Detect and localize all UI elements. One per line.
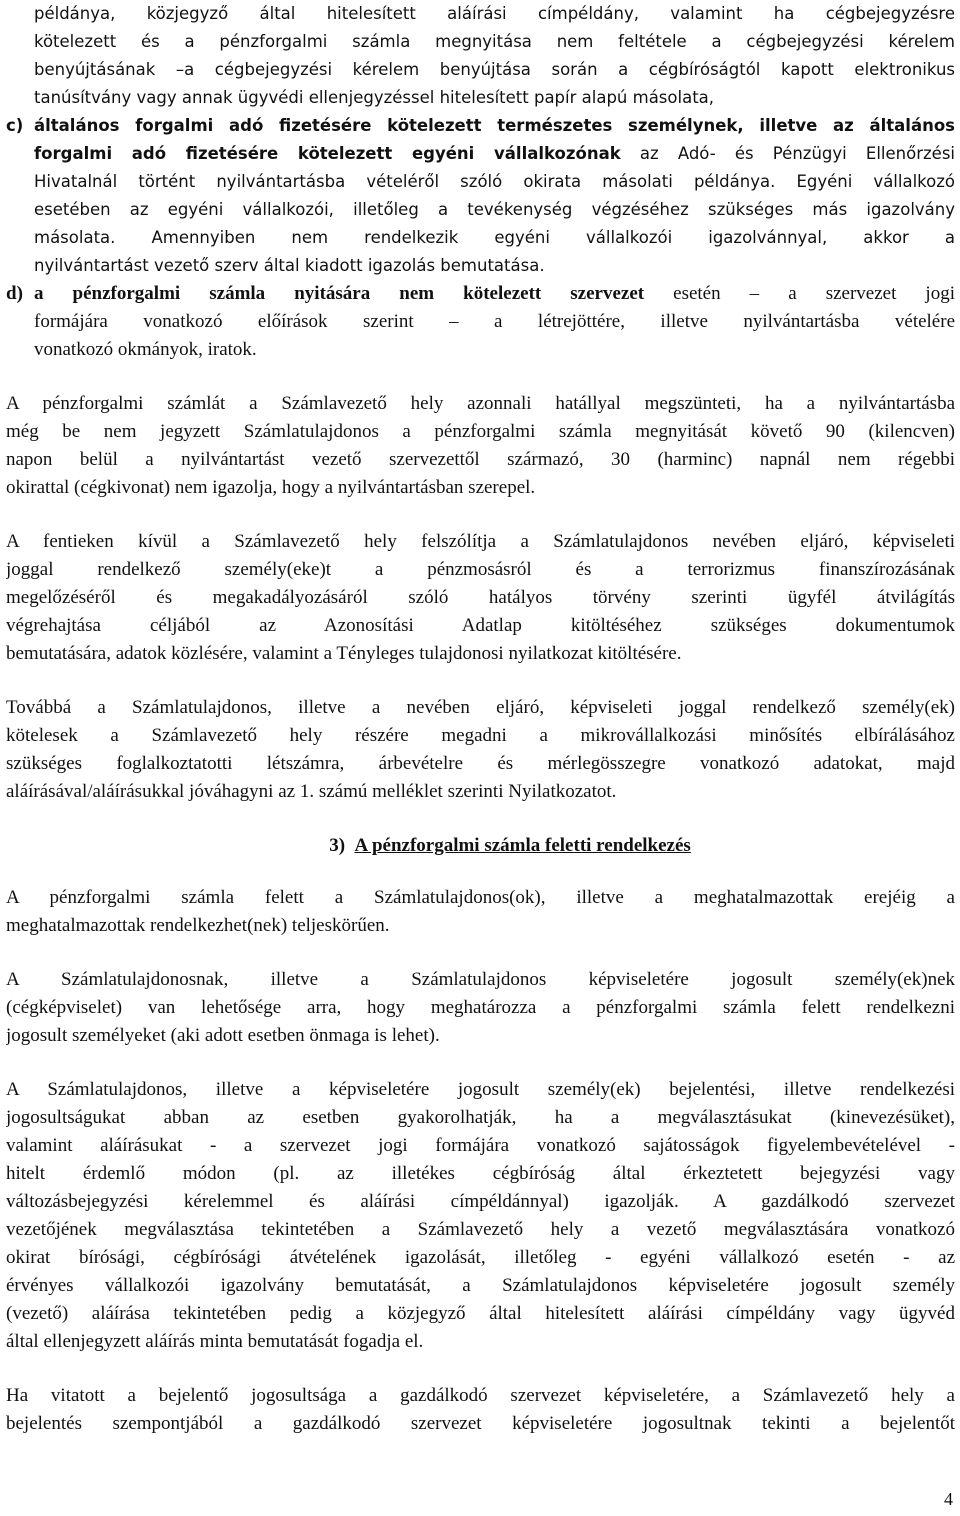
paragraph-line: jogosult személyeket (aki adott esetben önmaga is lehet). (6, 1025, 440, 1046)
item-d-line: formájára vonatkozó előírások szerint – a létrejöttére, illetve nyilvántartásba vételére (34, 311, 955, 332)
paragraph-line: napon belül a nyilvántartást vezető szervezettől származó, 30 (harminc) napnál nem régebbi (6, 449, 955, 470)
paragraph-line: valamint aláírásukat - a szervezet jogi formájára vonatkozó sajátosságok figyelembevételével - (6, 1135, 955, 1156)
item-c-line: másolata. Amennyiben nem rendelkezik egyéni vállalkozói igazolvánnyal, akkor a (34, 228, 955, 247)
paragraph-line: A Számlatulajdonos, illetve a képviseletére jogosult személy(ek) bejelentési, illetve rendelkezési (6, 1079, 955, 1100)
item-c-bold: forgalmi adó fizetésére kötelezett egyéni vállalkozónak (34, 144, 621, 163)
paragraph-line: megelőzéséről és megakadályozásáról szóló hatályos törvény szerinti ügyfél átvilágítás (6, 587, 955, 608)
paragraph-line: okirattal (cégkivonat) nem igazolja, hogy a nyilvántartásban szerepel. (6, 477, 536, 498)
paragraph-line: meghatalmazottak rendelkezhet(nek) teljeskörűen. (6, 915, 390, 936)
paragraph-line: A pénzforgalmi számla felett a Számlatulajdonos(ok), illetve a meghatalmazottak erejéig a (6, 887, 955, 908)
item-b-line: tanúsítvány vagy annak ügyvédi ellenjegyzéssel hitelesített papír alapú másolata, (34, 88, 715, 107)
paragraph-line: bejelentés szempontjából a gazdálkodó szervezet képviseletére jogosultnak tekinti a bejelentőt (6, 1413, 955, 1434)
item-c-rest: az Adó- és Pénzügyi Ellenőrzési (620, 144, 955, 163)
section-heading (250, 832, 770, 860)
paragraph-line: szükséges foglalkoztatotti létszámra, árbevételre és mérlegösszegre vonatkozó adatokat, majd (6, 753, 955, 774)
paragraph-line: (cégképviselet) van lehetősége arra, hogy meghatározza a pénzforgalmi számla felett rendelkezni (6, 997, 955, 1018)
paragraph-line: Továbbá a Számlatulajdonos, illetve a nevében eljáró, képviseleti joggal rendelkező személy(ek) (6, 697, 955, 718)
paragraph-line: okirat bírósági, cégbírósági átvételének igazolását, illetőleg - egyéni vállalkozó esetén - az (6, 1247, 955, 1268)
paragraph-line: vezetőjének megválasztása tekintetében a Számlavezető hely a vezető megválasztására vonatkozó (6, 1219, 955, 1240)
item-c-line: nyilvántartást vezető szerv által kiadott igazolás bemutatása. (34, 256, 545, 275)
item-c-heading: általános forgalmi adó fizetésére kötelezett természetes személynek, illetve az általános (34, 116, 955, 135)
paragraph-line: Ha vitatott a bejelentő jogosultsága a gazdálkodó szervezet képviseletére, a Számlavezető hely a (6, 1385, 955, 1406)
page-number: 4 (944, 1489, 953, 1509)
item-d-line: vonatkozó okmányok, iratok. (34, 339, 257, 360)
paragraph-line: jogosultságukat abban az esetben gyakorolhatják, ha a megválasztásukat (kinevezésüket), (6, 1107, 955, 1128)
paragraph-line: által ellenjegyzett aláírás minta bemutatását fogadja el. (6, 1331, 424, 1352)
paragraph-line: kötelesek a Számlavezető hely részére megadni a mikrovállalkozási minősítés elbírálásához (6, 725, 955, 746)
paragraph-line: még be nem jegyzett Számlatulajdonos a pénzforgalmi számla megnyitását követő 90 (kilencven) (6, 421, 955, 442)
paragraph-line: érvényes vállalkozói igazolvány bemutatását, a Számlatulajdonos képviseletére jogosult személy (6, 1275, 955, 1296)
paragraph-line: végrehajtása céljából az Azonosítási Adatlap kitöltéséhez szükséges dokumentumok (6, 615, 955, 636)
item-c-marker: c) (6, 116, 24, 135)
item-b-line: kötelezett és a pénzforgalmi számla megnyitása nem feltétele a cégbejegyzési kérelem (34, 32, 955, 51)
section-number: 3) (329, 835, 346, 856)
paragraph-line: hitelt érdemlő módon (pl. az illetékes cégbíróság által érkeztetett bejegyzési vagy (6, 1163, 955, 1184)
item-c-line: esetében az egyéni vállalkozói, illetőleg a tevékenység végzéséhez szükséges más igazolvány (34, 200, 955, 219)
item-d-rest: esetén – a szervezet jogi (644, 283, 955, 304)
item-d-bold: a pénzforgalmi számla nyitására nem kötelezett szervezet (34, 283, 645, 304)
paragraph-line: A pénzforgalmi számlát a Számlavezető hely azonnali hatállyal megszünteti, ha a nyilvántartásba (6, 393, 955, 414)
paragraph-line: változásbejegyzési kérelemmel és aláírási címpéldánnyal) igazolják. A gazdálkodó szervezet (6, 1191, 955, 1212)
item-c-line (34, 140, 955, 168)
paragraph-line: bemutatására, adatok közlésére, valamint a Tényleges tulajdonosi nyilatkozat kitöltésére. (6, 643, 682, 664)
item-b-line: példánya, közjegyző által hitelesített aláírási címpéldány, valamint ha cégbejegyzésre (34, 4, 955, 23)
paragraph-line: A fentieken kívül a Számlavezető hely felszólítja a Számlatulajdonos nevében eljáró, képviseleti (6, 531, 955, 552)
paragraph-line: aláírásával/aláírásukkal jóváhagyni az 1. számú melléklet szerinti Nyilatkozatot. (6, 781, 617, 802)
section-title: A pénzforgalmi számla feletti rendelkezés (354, 835, 691, 856)
paragraph-line: joggal rendelkező személy(eke)t a pénzmosásról és a terrorizmus finanszírozásának (6, 559, 955, 580)
item-b-line: benyújtásának –a cégbejegyzési kérelem benyújtása során a cégbíróságtól kapott elektronikus (34, 60, 955, 79)
item-d-line (34, 280, 955, 308)
item-d-marker: d) (6, 283, 23, 304)
paragraph-line: (vezető) aláírása tekintetében pedig a közjegyző által hitelesített aláírási címpéldány vagy ügyvéd (6, 1303, 955, 1324)
paragraph-line: A Számlatulajdonosnak, illetve a Számlatulajdonos képviseletére jogosult személy(ek)nek (6, 969, 955, 990)
item-c-line: Hivatalnál történt nyilvántartásba vételéről szóló okirata másolati példánya. Egyéni vállalkozó (34, 172, 955, 191)
